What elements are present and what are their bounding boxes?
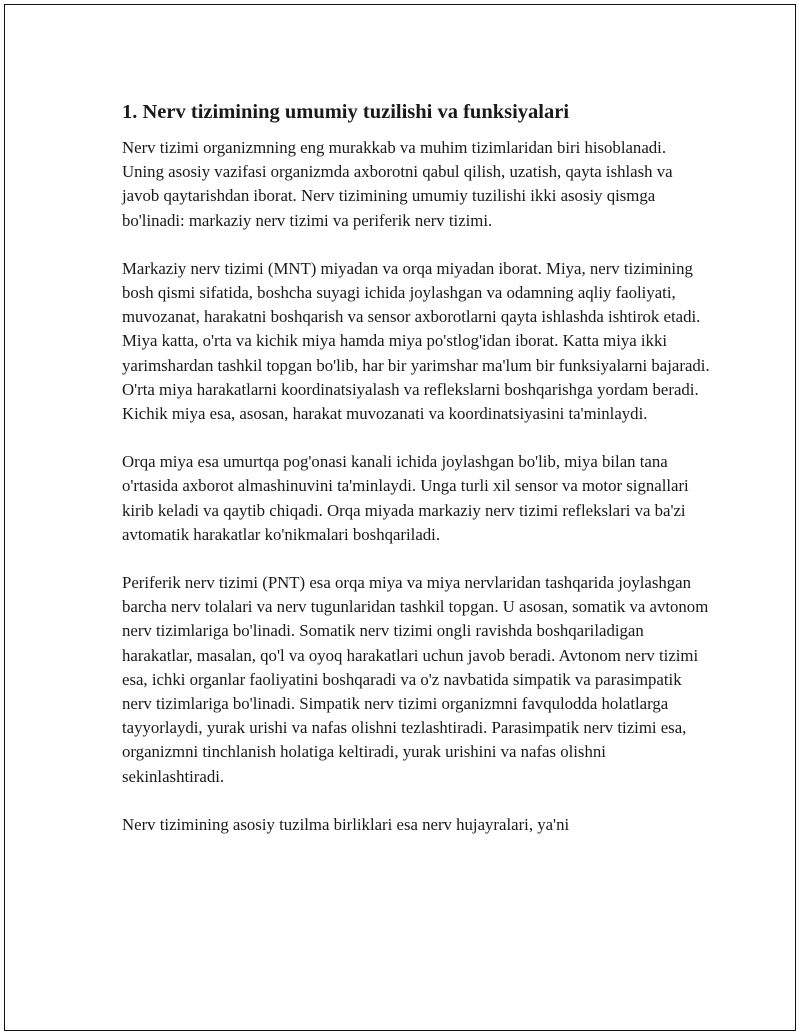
paragraph-intro: Nerv tizimi organizmning eng murakkab va muhim tizimlaridan biri hisoblanadi. Uning asosiy vazifasi organizmda axborotni qabul qilish, uzatish, qayta ishlash va javob qaytarishdan iborat. Nerv tizimining umumiy tuzilishi ikki asosiy qismga bo'linadi: markaziy nerv tizimi va periferik nerv tizimi. [122, 138, 673, 230]
paragraph-central-nervous-system: Markaziy nerv tizimi (MNT) miyadan va orqa miyadan iborat. Miya, nerv tizimining bosh qismi sifatida, boshcha suyagi ichida joylashgan va odamning aqliy faoliyati, muvozanat, harakatni boshqarish va sensor axborotlarni qayta ishlashda ishtirok etadi. Miya katta, o'rta va kichik miya hamda miya po'stlog'idan iborat. Katta miya ikki yarimshardan tashkil topgan bo'lib, har bir yarimshar ma'lum bir funksiyalarni bajaradi. O'rta miya harakatlarni koordinatsiyalash va reflekslarni boshqarishga yordam beradi. Kichik miya esa, asosan, harakat muvozanati va koordinatsiyasini ta'minlaydi. [122, 258, 710, 424]
document-page [4, 4, 796, 1031]
paragraph-spinal-cord: Orqa miya esa umurtqa pog'onasi kanali ichida joylashgan bo'lib, miya bilan tana o'rtasida axborot almashinuvini ta'minlaydi. Unga turli xil sensor va motor signallari kirib keladi va qaytib chiqadi. Orqa miyada markaziy nerv tizimi reflekslari va ba'zi avtomatik harakatlar ko'nikmalari boshqariladi. [122, 452, 689, 544]
document-body [122, 99, 712, 861]
paragraph-peripheral-nervous-system: Periferik nerv tizimi (PNT) esa orqa miya va miya nervlaridan tashqarida joylashgan barcha nerv tolalari va nerv tugunlaridan tashkil topgan. U asosan, somatik va avtonom nerv tizimlariga bo'linadi. Somatik nerv tizimi ongli ravishda boshqariladigan harakatlar, masalan, qo'l va oyoq harakatlari uchun javob beradi. Avtonom nerv tizimi esa, ichki organlar faoliyatini boshqaradi va o'z navbatida simpatik va parasimpatik nerv tizimlariga bo'linadi. Simpatik nerv tizimi organizmni favqulodda holatlarga tayyorlaydi, yurak urishi va nafas olishni tezlashtiradi. Parasimpatik nerv tizimi esa, organizmni tinchlanish holatiga keltiradi, yurak urishini va nafas olishni sekinlashtiradi. [122, 573, 709, 786]
paragraph-nerve-cells: Nerv tizimining asosiy tuzilma birliklari esa nerv hujayralari, ya'ni [122, 814, 570, 834]
section-heading: 1. Nerv tizimining umumiy tuzilishi va funksiyalari [122, 101, 570, 123]
